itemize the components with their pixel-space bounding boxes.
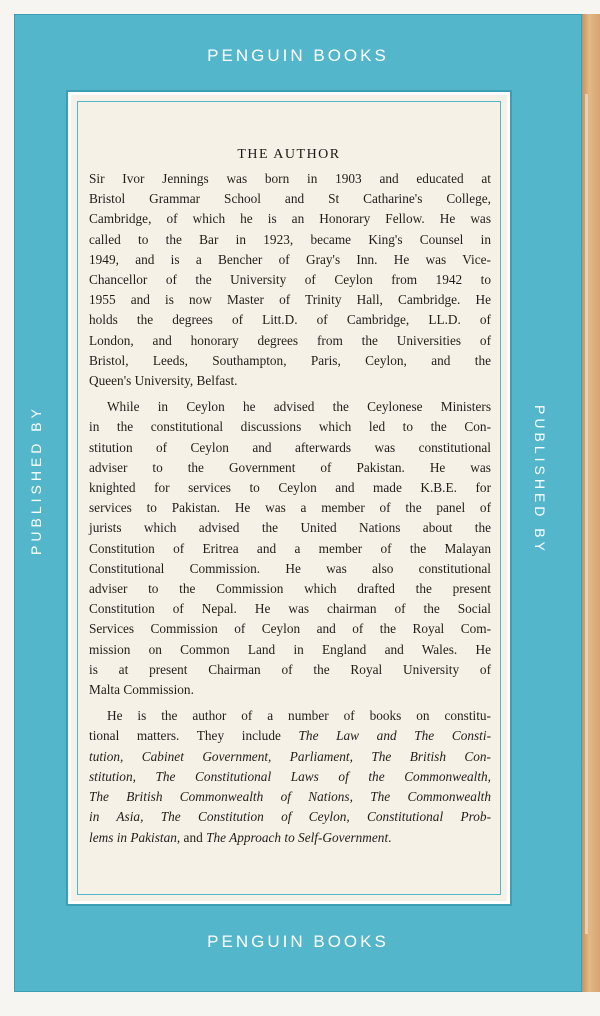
bio-line: Constitution of Eritrea and a member of the Malayan	[89, 540, 491, 556]
bio-line: called to the Bar in 1923, became King's Counsel in	[89, 231, 491, 247]
bio-line: Bristol, Leeds, Southampton, Paris, Ceylon, and the	[89, 352, 491, 368]
bio-line: stitution of Ceylon and afterwards was constitutional	[89, 439, 491, 455]
book-title: The British Commonwealth of Nations, The Commonwealth	[89, 789, 491, 805]
bio-paragraph-2	[89, 397, 491, 700]
book-title: tution, Cabinet Government, Parliament, The British Con-	[89, 748, 491, 764]
book-title: lems in Pakistan	[89, 829, 177, 845]
bio-line: services to Pakistan. He was a member of the panel of	[89, 500, 491, 516]
author-biography	[89, 169, 491, 848]
bio-line: adviser to the Commission which drafted the present	[89, 581, 491, 597]
bio-line: 1955 and is now Master of Trinity Hall, Cambridge. He	[89, 292, 491, 308]
bio-text: .	[388, 829, 392, 845]
bio-line: Constitution of Nepal. He was chairman of the Social	[89, 601, 491, 617]
bio-line: Sir Ivor Jennings was born in 1903 and educated at	[89, 171, 491, 186]
publisher-name-top: PENGUIN BOOKS	[207, 46, 389, 65]
bio-line: adviser to the Government of Pakistan. He was	[89, 459, 491, 475]
bio-text: tional matters. They include	[89, 728, 299, 744]
side-label-left: PUBLISHED BY	[28, 405, 44, 555]
bio-line	[89, 767, 491, 787]
book-title: stitution, The Constitutional Laws of the Commonwealth,	[89, 768, 491, 784]
bio-line	[89, 726, 491, 746]
bio-line: mission on Common Land in England and Wales. He	[89, 641, 491, 657]
bio-line: in the constitutional discussions which led to the Con-	[89, 419, 491, 435]
bio-paragraph-1	[89, 169, 491, 391]
bio-line: knighted for services to Ceylon and made K.B.E. for	[89, 480, 491, 496]
author-panel	[68, 92, 510, 904]
bio-line: Malta Commission.	[89, 682, 194, 698]
book-title: The Approach to Self-Government	[206, 829, 389, 845]
bio-line	[89, 747, 491, 767]
bio-line	[89, 787, 491, 807]
bio-line: Chancellor of the University of Ceylon from 1942 to	[89, 272, 491, 288]
side-label-right: PUBLISHED BY	[532, 405, 548, 555]
author-heading: THE AUTHOR	[237, 147, 341, 162]
bio-line: 1949, and is a Bencher of Gray's Inn. He was Vice-	[89, 251, 491, 267]
bio-line: Queen's University, Belfast.	[89, 373, 238, 389]
spine-edge	[582, 14, 600, 992]
bio-line: holds the degrees of Litt.D. of Cambridge, LL.D. of	[89, 312, 491, 328]
bio-line: While in Ceylon he advised the Ceylonese Ministers	[107, 399, 491, 415]
bio-line: Constitutional Commission. He was also constitutional	[89, 560, 491, 576]
bio-line: London, and honorary degrees from the Universities of	[89, 332, 491, 348]
bio-text: , and	[176, 829, 207, 845]
bio-line: Bristol Grammar School and St Catharine's College,	[89, 191, 491, 207]
bio-line: is at present Chairman of the Royal University of	[89, 661, 491, 677]
publisher-name-bottom: PENGUIN BOOKS	[207, 932, 389, 951]
bio-line: jurists which advised the United Nations about the	[89, 520, 491, 536]
book-title: The Law and The Consti-	[298, 728, 491, 744]
bio-line: Cambridge, of which he is an Honorary Fellow. He was	[89, 211, 491, 227]
bio-line	[89, 828, 491, 848]
bio-line	[89, 807, 491, 827]
book-title: in Asia, The Constitution of Ceylon, Constitutional Prob-	[89, 809, 491, 825]
bio-line: He is the author of a number of books on constitu-	[107, 708, 491, 724]
bio-line: Services Commission of Ceylon and of the Royal Com-	[89, 621, 491, 637]
bio-paragraph-3	[89, 706, 491, 847]
